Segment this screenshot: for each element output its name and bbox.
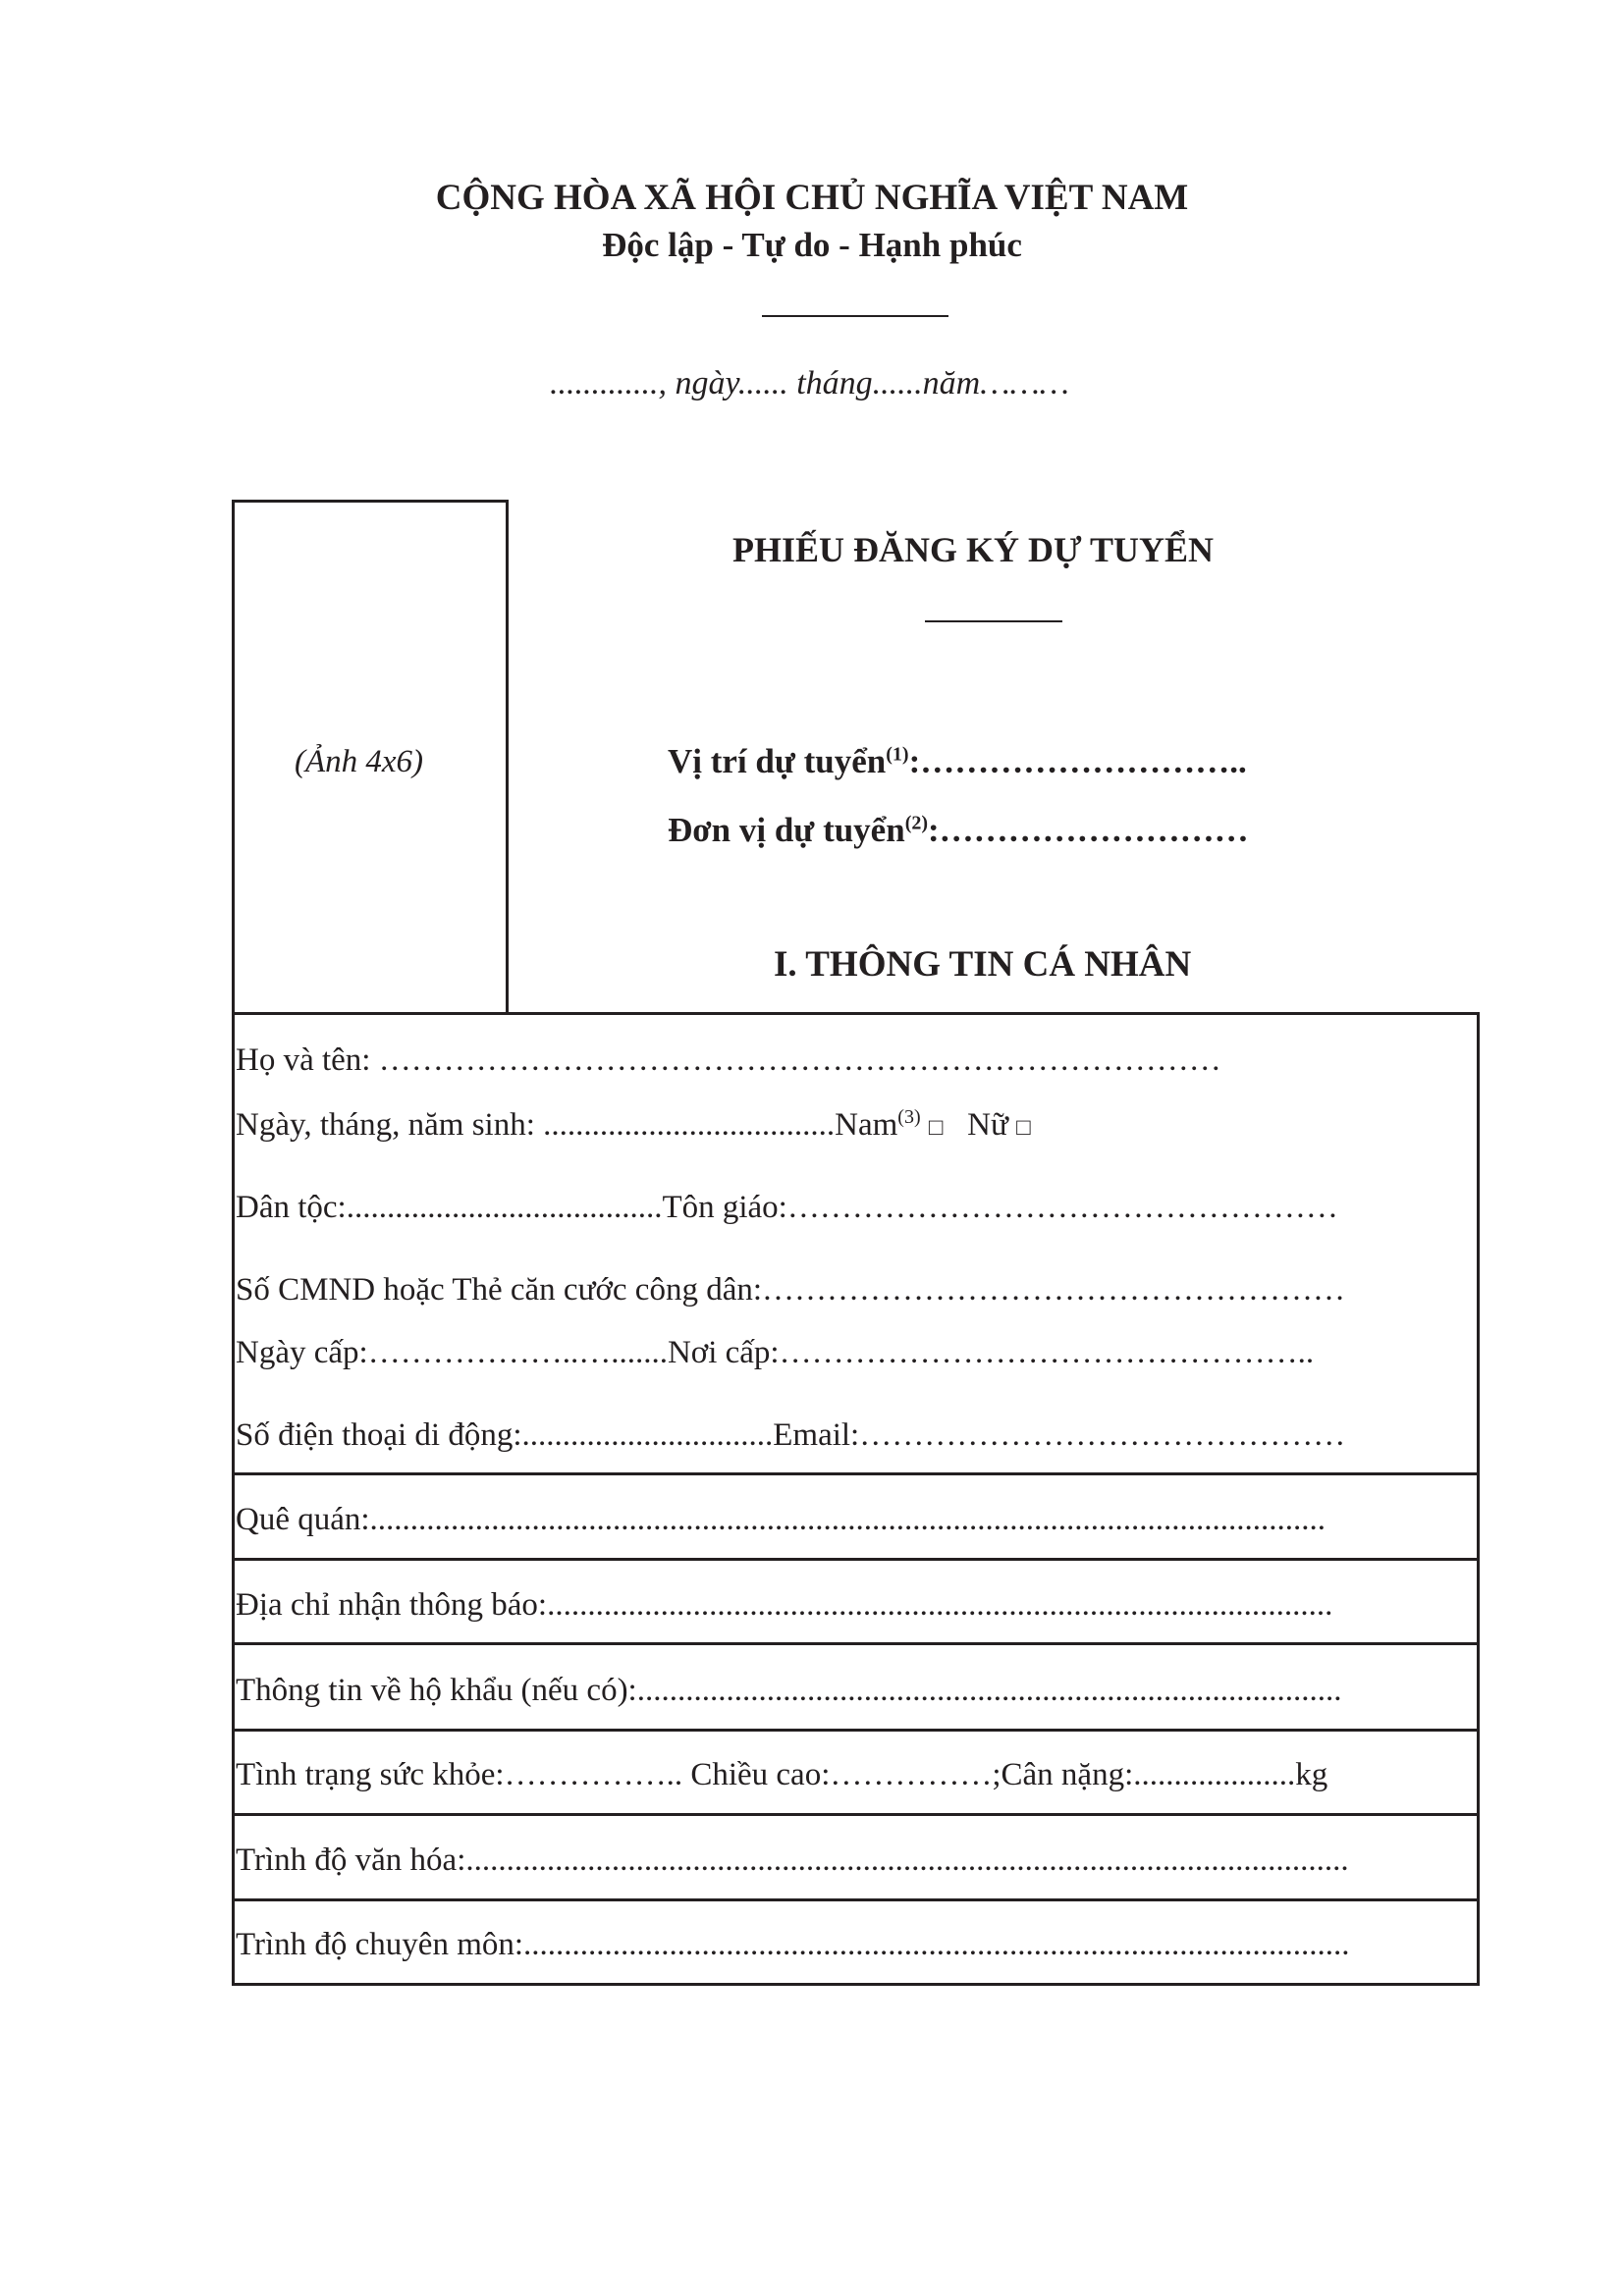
row-separator <box>232 1898 1480 1901</box>
address-field[interactable]: Địa chỉ nhận thông báo:................................................................................................. <box>236 1587 1333 1623</box>
row-separator <box>232 1472 1480 1475</box>
row-separator <box>232 1642 1480 1645</box>
female-checkbox[interactable]: □ <box>1016 1115 1031 1141</box>
personal-info-table <box>232 1012 1480 1986</box>
household-field[interactable]: Thông tin về hộ khẩu (nếu có):....................................................................................... <box>236 1673 1342 1708</box>
photo-label: (Ảnh 4x6) <box>295 744 424 779</box>
unit-dots: :……………………… <box>928 811 1249 849</box>
ethnicity-religion-field[interactable]: Dân tộc:.......................................Tôn giáo:…………………………………………… <box>236 1190 1338 1225</box>
unit-footnote: (2) <box>904 812 929 834</box>
section-title: I. THÔNG TIN CÁ NHÂN <box>774 944 1192 985</box>
full-name-field[interactable]: Họ và tên: …………………………………………………………………… <box>236 1042 1221 1078</box>
dob-gender-field[interactable] <box>236 1107 1031 1144</box>
female-label: Nữ <box>967 1107 1008 1143</box>
date-line: ............., ngày...... tháng......năm……… <box>550 365 1069 401</box>
motto: Độc lập - Tự do - Hạnh phúc <box>602 226 1022 264</box>
unit-line[interactable] <box>668 811 1249 850</box>
id-number-field[interactable]: Số CMND hoặc Thẻ căn cước công dân:……………………………………………… <box>236 1272 1346 1308</box>
form-title: PHIẾU ĐĂNG KÝ DỰ TUYỂN <box>732 530 1215 569</box>
hometown-field[interactable]: Quê quán:...................................................................................................................... <box>236 1502 1326 1537</box>
row-separator <box>232 1729 1480 1732</box>
unit-label: Đơn vị dự tuyển <box>668 811 905 849</box>
health-field[interactable]: Tình trạng sức khỏe:…………….. Chiều cao:……………;Cân nặng:....................kg <box>236 1757 1328 1792</box>
issue-date-place-field[interactable]: Ngày cấp:………………..….......Nơi cấp:………………………………………….. <box>236 1335 1315 1370</box>
position-footnote: (1) <box>886 743 909 766</box>
nation-title: CỘNG HÒA XÃ HỘI CHỦ NGHĨA VIỆT NAM <box>435 178 1189 218</box>
professional-field[interactable]: Trình độ chuyên môn:...................................................................................................... <box>236 1927 1350 1962</box>
dob-label: Ngày, tháng, năm sinh: ....................................Nam <box>236 1107 898 1143</box>
title-divider <box>925 620 1062 622</box>
education-field[interactable]: Trình độ văn hóa:............................................................................................................. <box>236 1842 1349 1878</box>
male-checkbox[interactable]: □ <box>928 1115 944 1141</box>
position-line[interactable] <box>668 742 1247 781</box>
header-divider <box>762 315 948 317</box>
row-separator <box>232 1558 1480 1561</box>
row-separator <box>232 1813 1480 1816</box>
gender-footnote: (3) <box>897 1106 921 1128</box>
phone-email-field[interactable]: Số điện thoại di động:...............................Email:……………………………………… <box>236 1417 1346 1453</box>
position-dots: :……………………….. <box>908 742 1247 780</box>
position-label: Vị trí dự tuyển <box>668 742 887 780</box>
